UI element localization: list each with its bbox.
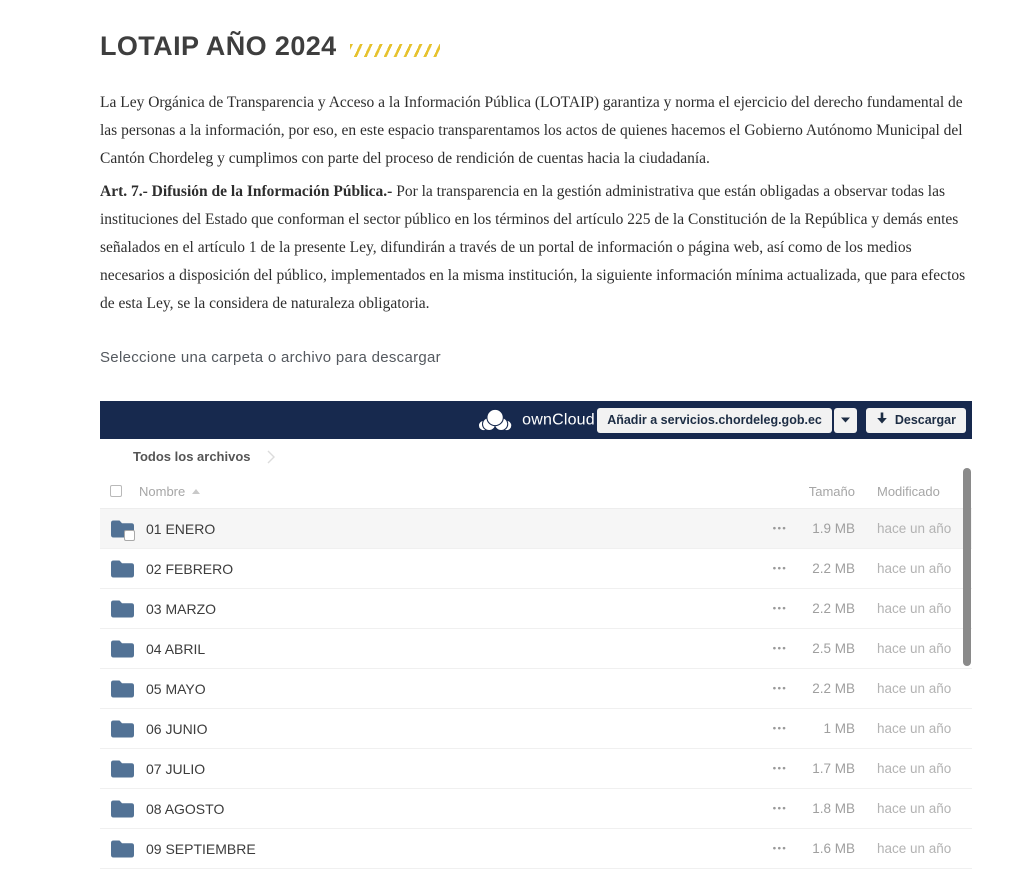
- file-size: 1.9 MB: [812, 521, 855, 536]
- title-row: [100, 31, 972, 62]
- file-modified: hace un año: [877, 521, 952, 536]
- file-name: 08 AGOSTO: [146, 800, 225, 817]
- file-name: 09 SEPTIEMBRE: [146, 840, 256, 857]
- file-modified: hace un año: [877, 641, 952, 656]
- file-name: 06 JUNIO: [146, 720, 208, 737]
- sort-by-name[interactable]: [139, 484, 200, 499]
- file-name-cell: [110, 639, 765, 659]
- sort-asc-icon: [192, 489, 200, 494]
- download-button-label: Descargar: [894, 413, 956, 427]
- download-button[interactable]: [866, 408, 966, 433]
- folder-icon: [110, 759, 135, 779]
- owncloud-header: [100, 401, 972, 439]
- file-size: 1.8 MB: [812, 801, 855, 816]
- scrollbar-thumb[interactable]: [963, 468, 971, 666]
- file-row[interactable]: [100, 549, 972, 589]
- hatch-decoration-icon: [350, 44, 440, 57]
- folder-icon: [110, 639, 135, 659]
- owncloud-body: [100, 439, 972, 869]
- owncloud-cloud-icon: [477, 408, 513, 433]
- column-size-label[interactable]: Tamaño: [808, 483, 855, 499]
- file-row[interactable]: [100, 589, 972, 629]
- file-modified: hace un año: [877, 681, 952, 696]
- owncloud-logo: [477, 408, 595, 433]
- file-name: 02 FEBRERO: [146, 560, 234, 577]
- file-name: 01 ENERO: [146, 520, 216, 537]
- file-name-cell: [110, 599, 765, 619]
- article-paragraph: [100, 178, 970, 318]
- page-title: LOTAIP AÑO 2024: [100, 31, 337, 61]
- file-name-cell: [110, 559, 765, 579]
- more-options-icon[interactable]: •••: [772, 843, 788, 854]
- owncloud-brand-text: ownCloud: [522, 411, 595, 428]
- caret-down-icon: [841, 417, 850, 423]
- file-size: 1.7 MB: [812, 761, 855, 776]
- more-options-icon[interactable]: •••: [772, 763, 788, 774]
- file-row[interactable]: [100, 669, 972, 709]
- file-modified: hace un año: [877, 721, 952, 736]
- file-modified: hace un año: [877, 601, 952, 616]
- file-size: 2.5 MB: [812, 641, 855, 656]
- add-to-services-button[interactable]: Añadir a servicios.chordeleg.gob.ec: [597, 408, 832, 433]
- file-size: 2.2 MB: [812, 681, 855, 696]
- file-name: 05 MAYO: [146, 680, 206, 697]
- file-modified: hace un año: [877, 561, 952, 576]
- table-header-name-cell: [110, 484, 765, 499]
- more-options-icon[interactable]: •••: [772, 683, 788, 694]
- folder-icon: [110, 599, 135, 619]
- file-name-cell: [110, 759, 765, 779]
- file-name-cell: [110, 679, 765, 699]
- file-row[interactable]: [100, 829, 972, 869]
- file-row[interactable]: [100, 749, 972, 789]
- header-actions: [597, 408, 966, 433]
- file-name: 07 JULIO: [146, 760, 206, 777]
- select-all-checkbox[interactable]: [110, 485, 122, 497]
- file-name: 04 ABRIL: [146, 640, 206, 657]
- folder-icon: [110, 799, 135, 819]
- file-modified: hace un año: [877, 841, 952, 856]
- file-name-cell: [110, 519, 765, 539]
- intro-paragraph: La Ley Orgánica de Transparencia y Acceso a la Información Pública (LOTAIP) garantiza y norma el ejercicio del derecho fundamental de las personas a la información, por eso, en este espacio transparentamos los actos de quienes hacemos el Gobierno Autónomo Municipal del Cantón Chordeleg y cumplimos con parte del proceso de rendición de cuentas hacia la ciudadanía.: [100, 94, 963, 167]
- more-options-icon[interactable]: •••: [772, 563, 788, 574]
- file-list: [100, 509, 972, 869]
- file-name-cell: [110, 799, 765, 819]
- select-instruction: Seleccione una carpeta o archivo para descargar: [100, 349, 441, 366]
- page-content: [100, 0, 972, 869]
- file-name: 03 MARZO: [146, 600, 217, 617]
- column-name-label: Nombre: [139, 483, 186, 499]
- file-checkbox[interactable]: [124, 530, 135, 541]
- article-body: Por la transparencia en la gestión administrativa que están obligadas a observar todas las instituciones del Estado que conforman el sector público en los términos del artículo 225 de la Constitución de la República y demás entes señalados en el artículo 1 de la presente Ley, difundirán a través de un portal de información o página web, así como de los medios necesarios a disposición del público, implementados en la misma institución, la siguiente información mínima actualizada, que para efectos de esta Ley, se la considera de naturaleza obligatoria.: [100, 183, 966, 312]
- file-size: 2.2 MB: [812, 561, 855, 576]
- file-name-cell: [110, 719, 765, 739]
- file-row[interactable]: [100, 509, 972, 549]
- folder-icon: [110, 559, 135, 579]
- file-size: 1.6 MB: [812, 841, 855, 856]
- file-modified: hace un año: [877, 801, 952, 816]
- folder-icon: [110, 679, 135, 699]
- folder-icon: [110, 719, 135, 739]
- download-arrow-icon: [876, 412, 888, 428]
- file-size: 1 MB: [823, 721, 855, 736]
- file-row[interactable]: [100, 629, 972, 669]
- more-options-icon[interactable]: •••: [772, 803, 788, 814]
- article-title: Art. 7.- Difusión de la Información Pública.-: [100, 183, 393, 200]
- file-row[interactable]: [100, 789, 972, 829]
- more-options-icon[interactable]: •••: [772, 523, 788, 534]
- table-header: [100, 474, 972, 509]
- column-modified-label[interactable]: Modificado: [877, 483, 940, 499]
- file-row[interactable]: [100, 709, 972, 749]
- folder-icon: [110, 519, 135, 539]
- breadcrumb-all-files[interactable]: Todos los archivos: [133, 449, 251, 464]
- file-size: 2.2 MB: [812, 601, 855, 616]
- more-options-icon[interactable]: •••: [772, 643, 788, 654]
- more-options-icon[interactable]: •••: [772, 723, 788, 734]
- owncloud-embed: [100, 401, 972, 869]
- add-dropdown-button[interactable]: [834, 408, 857, 433]
- chevron-right-icon: [267, 450, 275, 464]
- breadcrumb: [100, 439, 972, 474]
- file-modified: hace un año: [877, 761, 952, 776]
- more-options-icon[interactable]: •••: [772, 603, 788, 614]
- add-button-group: [597, 408, 857, 433]
